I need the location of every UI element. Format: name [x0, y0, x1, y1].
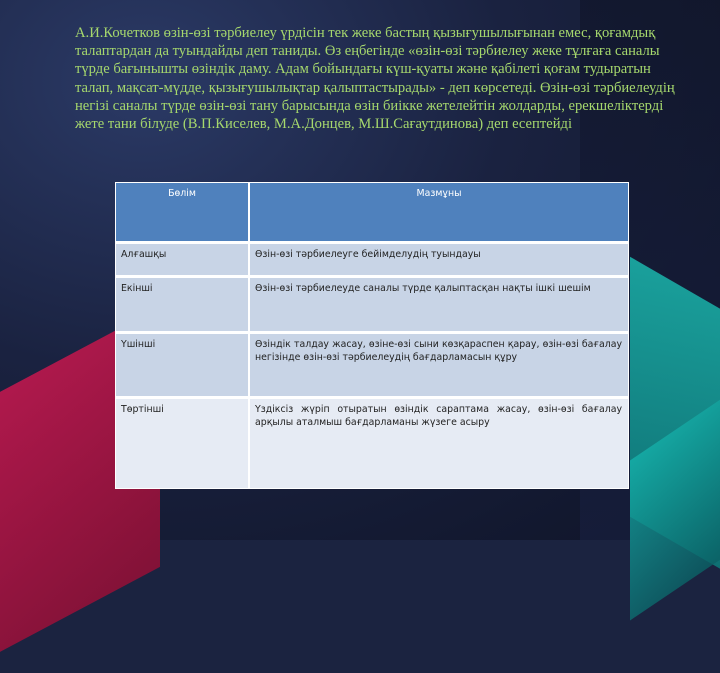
- content-cell: Үздіксіз жүріп отыратын өзіндік сараптама жасау, өзін-өзі бағалау арқылы аталмыш бағдарламаны жүзеге асыру: [249, 398, 628, 488]
- section-cell: Төртінші: [116, 398, 249, 488]
- column-header-content: Мазмұны: [249, 183, 628, 243]
- content-cell: Өзіндік талдау жасау, өзіне-өзі сыни көзқараспен қарау, өзін-өзі бағалау негізінде өзін-өзі тәрбиелеудің бағдарламасын құру: [249, 332, 628, 398]
- section-cell: Екінші: [116, 276, 249, 332]
- column-header-section: Бөлім: [116, 183, 249, 243]
- table-header-row: [116, 183, 628, 243]
- section-cell: Алғашқы: [116, 243, 249, 277]
- stages-table: [116, 183, 628, 488]
- intro-paragraph: А.И.Кочетков өзін-өзі тәрбиелеу үрдісін тек жеке бастың қызығушылығынан емес, қоғамдық талаптардан да туындайды деп таниды. Өз еңбегінде «өзін-өзі тәрбиелеу жеке тұлғаға саналы түрде бағынышты өзіндік даму. Адам бойындағы күш-қуаты және қабілеті қоғам тудыратын талап, мақсат-мүдде, қызығушылықтар қалыптастырады» - деп көрсетеді. Өзін-өзі тәрбиелеудің негізі саналы түрде өзін-өзі тану барысында өзін биікке жетелейтін жолдарды, ерекшеліктерді жете тани білуде (В.П.Киселев, М.А.Донцев, М.Ш.Сағаутдинова) деп есептейді: [75, 25, 675, 133]
- content-cell: Өзін-өзі тәрбиелеуде саналы түрде қалыптасқан нақты ішкі шешім: [249, 276, 628, 332]
- table-row: [116, 276, 628, 332]
- content-cell: Өзін-өзі тәрбиелеуге бейімделудің туындауы: [249, 243, 628, 277]
- table-row: [116, 332, 628, 398]
- stages-table-container: [115, 182, 629, 489]
- table-row: [116, 398, 628, 488]
- table-row: [116, 243, 628, 277]
- section-cell: Үшінші: [116, 332, 249, 398]
